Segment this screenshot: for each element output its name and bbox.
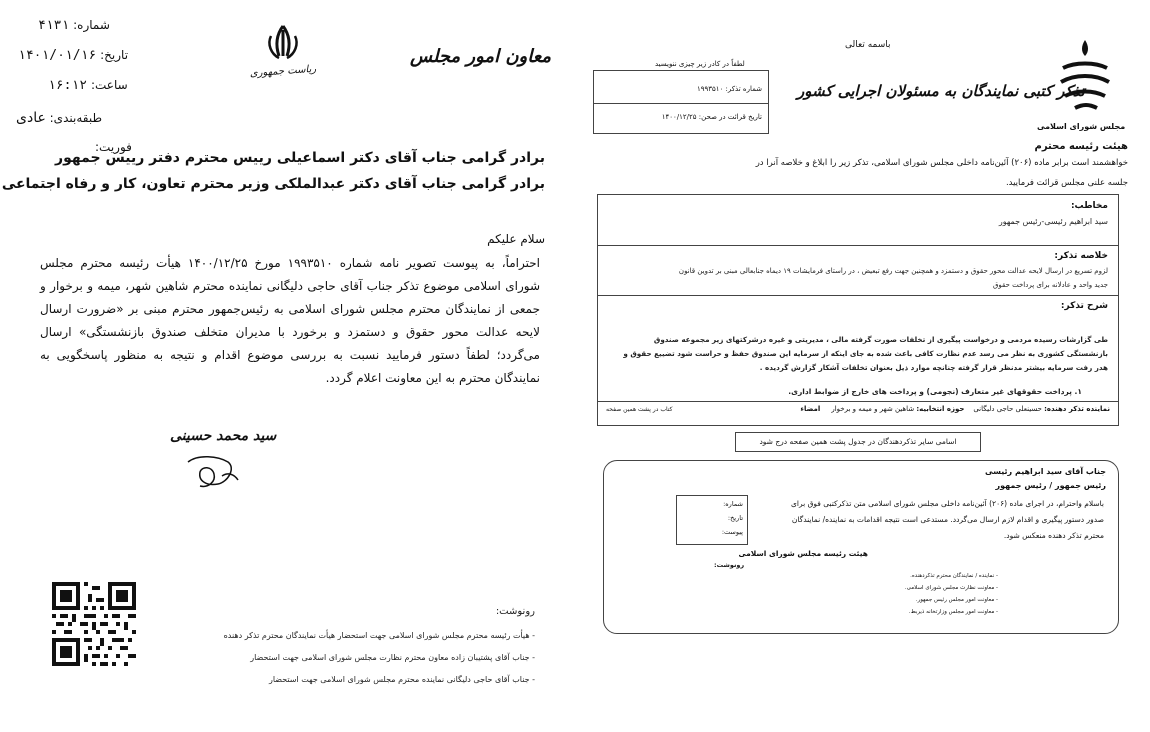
addressee-1: برادر گرامی جناب آقای دکتر اسماعیلی رییس محترم دفتر رییس جمهور: [55, 150, 545, 166]
time-value: ۱۶:۱۲: [48, 78, 88, 93]
org-title: [410, 46, 551, 67]
ref-date-label: تاریخ قرائت در صحن:: [698, 113, 762, 121]
referral-to-2: رئیس جمهور / رئیس جمهور: [995, 481, 1106, 490]
details-line-1: طی گزارشات رسیده مردمی و درخواست پیگیری از تخلفات صورت گرفته مالی ، مدیریتی و غیره درشرکتهای زیر مجموعه صندوق: [653, 335, 1108, 344]
letter-time: [48, 78, 128, 93]
others-note-text: اسامی سایر تذکردهندگان در جدول پشت همین صفحه درج شود: [759, 437, 957, 446]
emblem-caption-text: ریاست جمهوری: [249, 63, 317, 80]
letter-date: [18, 48, 128, 63]
referral-signature: هیئت رئیسه مجلس شورای اسلامی: [738, 549, 868, 558]
signer-name: سید محمد حسینی: [170, 428, 277, 444]
parliament-logo-icon: [1055, 38, 1115, 118]
letter-classification: [16, 110, 102, 126]
referral-cc-1: - نماینده / نمایندگان محترم تذکردهنده.: [910, 573, 998, 579]
ref-box-hint: لطفاً در کادر زیر چیزی ننویسید: [655, 60, 745, 68]
referral-number: شماره:: [723, 500, 743, 508]
date-label: تاریخ:: [100, 48, 129, 62]
classification-label: طبقه‌بندی:: [49, 111, 103, 125]
referral-cc-4: - معاونت امور مجلس وزارتخانه ذیربط.: [908, 609, 998, 615]
date-value: ۱۴۰۱/۰۱/۱۶: [18, 48, 97, 63]
intro-line-1: خواهشمند است برابر ماده (۲۰۶) آئین‌نامه داخلی مجلس شورای اسلامی، تذکر زیر را ابلاغ و خلاصه آنرا در: [755, 158, 1128, 168]
notice-table: [597, 194, 1119, 426]
referral-cc-3: - معاونت امور مجلس رئیس جمهور.: [915, 597, 998, 603]
intro-line-2: جلسه علنی مجلس قرائت فرمایید.: [1005, 178, 1128, 188]
district-value: شاهین شهر و میمه و برخوار: [831, 405, 915, 413]
divider-1: [598, 245, 1118, 246]
others-note: [735, 432, 981, 452]
divider-2: [598, 295, 1118, 296]
page-note: کتاب در پشت همین صفحه: [606, 406, 673, 413]
divider-3: [598, 401, 1118, 402]
ref-number-label: شماره تذکر:: [725, 85, 762, 93]
cc-line-3: - جناب آقای حاجی دلیگانی نماینده محترم مجلس شورای اسلامی جهت استحضار: [268, 675, 535, 684]
summary-line-2: جدید واحد و عادلانه برای پرداخت حقوق: [992, 281, 1108, 289]
parliament-notice-form: [575, 0, 1150, 732]
summary-title: خلاصه تذکر:: [1054, 251, 1108, 261]
summary-line-1: لزوم تسریع در ارسال لایحه عدالت محور حقوق و دستمزد و همچنین جهت رفع تبعیض ، در راستای فرمایشات ۱۹ دیماه جنابعالی مبنی بر تدوین قانون: [678, 267, 1108, 275]
qr-code: [52, 582, 136, 666]
priority-label: فوریت:: [95, 140, 132, 154]
referral-date: تاریخ:: [727, 514, 743, 522]
addressee-title: مخاطب:: [1070, 201, 1108, 211]
referral-text-1: باسلام واحترام، در اجرای ماده (۲۰۶) آئین‌نامه داخلی مجلس شورای اسلامی متن تذکرکتبی فوق برای: [791, 499, 1104, 508]
classification-value: عادی: [16, 110, 46, 126]
details-line-2: بازنشستگی کشوری به نظر می رسد عدم نظارت کافی باعث شده به جای اینکه از سرمایه این صندوق حفظ و حراست شود تضییع حقوق و: [623, 349, 1108, 358]
representative-row: [800, 405, 1110, 413]
letter-number: [38, 18, 110, 33]
rep-label: نماینده تذکر دهنده:: [1044, 405, 1110, 413]
cc-line-1: - هیأت رئیسه محترم مجلس شورای اسلامی جهت استحضار هیأت نمایندگان محترم تذکر دهنده: [223, 631, 535, 640]
cc-line-2: - جناب آقای پشتیبان زاده معاون محترم نظارت مجلس شورای اسلامی جهت استحضار: [250, 653, 535, 662]
details-title: شرح تذکر:: [1060, 301, 1108, 311]
ref-number-value: ۱۹۹۳۵۱۰: [696, 85, 724, 93]
addressee-value: سید ابراهیم رئیسی-رئیس جمهور: [998, 217, 1108, 226]
parliament-logo-text: مجلس شورای اسلامی: [1037, 122, 1126, 131]
cc-title: رونوشت:: [495, 606, 535, 617]
handwritten-signature: [178, 452, 248, 492]
number-value: ۴۱۳۱: [38, 18, 70, 33]
ref-number: [697, 85, 762, 93]
number-label: شماره:: [73, 18, 110, 32]
referral-cc-title: رونوشت:: [714, 561, 745, 569]
referral-attach: پیوست:: [721, 528, 743, 536]
letter-body: احتراماً، به پیوست تصویر نامه شماره ۱۹۹۳۵۱۰ مورخ ۱۴۰۰/۱۲/۲۵ هیأت رئیسه محترم مجلس شورای اسلامی موضوع تذکر جناب آقای حاجی دلیگانی نماینده محترم شاهین شهر، میمه و برخوار و جمعی از نمایندگان محترم مجلس شورای اسلامی به رئیس‌جمهور محترم مبنی بر «ضرورت ارسال لایحه عدالت محور حقوق و دستمزد و برخورد با مدیران متخلف صندوق بازنشستگی» ارسال می‌گردد؛ لطفاً دستور فرمایید نسبت به بررسی موضوع اقدام و نتیجه به منظور پاسخگویی به نمایندگان محترم به این معاونت اعلام گردد.: [40, 256, 540, 385]
referral-box: [603, 460, 1119, 634]
details-line-3: هدر رفت سرمایه بیشتر مدنظر قرار گرفته چنانچه موارد ذیل بعنوان تخلفات آشکار گزارش گردیده .: [759, 363, 1108, 372]
addressee-2: برادر گرامی جناب آقای دکتر عبدالملکی وزیر محترم تعاون، کار و رفاه اجتماعی: [1, 176, 545, 192]
referral-text-2: صدور دستور پیگیری و اقدام لازم ارسال می‌گردد. مستدعی است نتیجه اقدامات به نماینده/ نمایندگان: [791, 515, 1104, 524]
sign-label: امضاء: [800, 405, 821, 413]
reference-box: [593, 70, 769, 134]
iran-emblem-icon: [263, 22, 303, 62]
emblem-caption: [238, 63, 329, 80]
district-label: حوزه انتخابیه:: [916, 405, 965, 413]
referral-text-3: محترم تذکر دهنده منعکس شود.: [1003, 531, 1104, 540]
board-title: هیئت رئیسه محترم: [1034, 141, 1128, 152]
details-item-1: ۱. پرداخت حقوقهای غیر متعارف (نجومی) و پرداخت های خارج از ضوابط اداری.: [788, 387, 1082, 396]
ref-date: [662, 113, 762, 121]
referral-cc-2: - معاونت نظارت مجلس شورای اسلامی.: [904, 585, 998, 591]
ref-separator: [594, 103, 768, 104]
referral-to-1: جناب آقای سید ابراهیم رئیسی: [985, 467, 1106, 476]
greeting: سلام علیکم: [487, 232, 545, 246]
form-title: تذکر کتبی نمایندگان به مسئولان اجرایی کشور: [797, 82, 1085, 100]
ref-date-value: ۱۴۰۰/۱۲/۲۵: [661, 113, 697, 121]
time-label: ساعت:: [90, 78, 128, 92]
rep-name: حسینعلی حاجی دلیگانی: [973, 405, 1042, 413]
referral-ref-box: [676, 495, 748, 545]
org-title-text: معاون امور مجلس: [410, 46, 552, 67]
bismillah: باسمه تعالی: [845, 40, 891, 50]
